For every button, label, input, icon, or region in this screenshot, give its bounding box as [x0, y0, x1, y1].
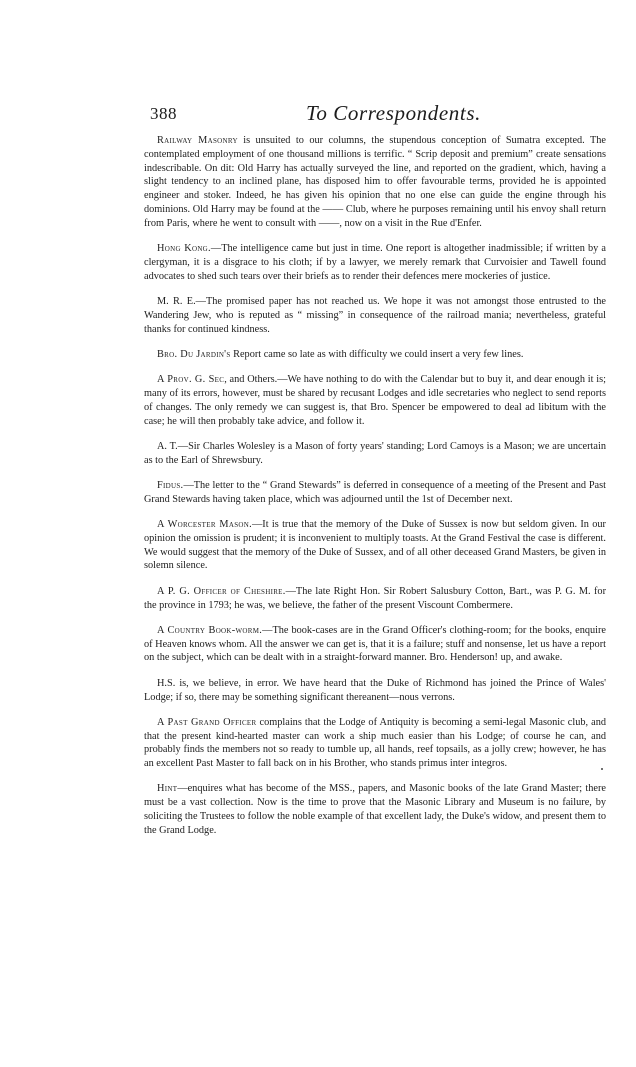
paragraph-worcester-mason: [144, 518, 606, 573]
paragraph-hint: [144, 782, 606, 837]
paragraph-heading: A Country Book-worm.: [157, 624, 263, 636]
paragraph-heading: M. R. E.: [157, 295, 196, 307]
running-title: To Correspondents.: [306, 101, 481, 125]
page-number: 388: [150, 104, 177, 123]
paragraph-body: is, we believe, in error. We have heard that the Duke of Richmond has joined the Prince of Wales' Lodge; if so, there may be something significant thereanent—nous verrons.: [144, 677, 606, 703]
paragraph-heading: A. T.: [157, 440, 178, 452]
ink-speck: [601, 768, 603, 770]
paragraph-a-t: [144, 440, 606, 468]
paragraph-heading: Hong Kong.: [157, 243, 211, 255]
paragraph-body: —The book-cases are in the Grand Officer's clothing-room; for the books, enquire of Heaven knows whom. All the answer we can get is, that it is a failure; stuff and nonsense, let us have a report on the subject, which can be dealt with in a straight-forward manner. Bro. Henderson! up, and awake.: [144, 624, 606, 664]
paragraph-cheshire: [144, 585, 606, 613]
paragraph-body: —The letter to the “ Grand Stewards” is deferred in consequence of a meeting of the Present and Past Grand Stewards having taken place, which was adjourned until the 1st of December next.: [144, 479, 606, 505]
paragraph-body: —The promised paper has not reached us. We hope it was not amongst those entrusted to the Wandering Jew, who is reputed as “ missing” in consequence of the railroad mania; nevertheless, grateful thanks for continued kindness.: [144, 295, 606, 335]
paragraph-prov-g-sec: [144, 373, 606, 428]
paragraph-railway-masonry: [144, 134, 606, 231]
paragraph-book-worm: [144, 624, 606, 665]
page-header: [150, 101, 600, 130]
paragraph-body: , and Others.—We have nothing to do with the Calendar but to buy it, and dear enough it is; many of its errors, however, must be shared by recusant Lodges and idle secretaries who neglect to send reports of changes. The only remedy we can suggest is, that Bro. Spencer be empowered to deal ad libitum with the case; he will then probably take advice, and follow it.: [144, 374, 606, 427]
paragraph-body: —It is true that the memory of the Duke of Sussex is now but seldom given. In our opinion the omission is prudent; it is inconvenient to multiply toasts. At the Grand Festival the case is different. We would suggest that the memory of the Duke of Sussex, and of all other deceased Grand Masters, be given in solemn silence.: [144, 519, 606, 572]
paragraph-du-jardin: [144, 348, 606, 362]
paragraph-body: —Sir Charles Wolesley is a Mason of forty years' standing; Lord Camoys is a Mason; we are uncertain as to the Earl of Shrewsbury.: [144, 440, 606, 466]
paragraph-heading: A P. G. Officer of Cheshire.: [157, 585, 286, 597]
paragraph-heading: A Worcester Mason.: [157, 519, 252, 531]
paragraph-h-s: [144, 677, 606, 705]
paragraph-fidus: [144, 479, 606, 507]
paragraph-body: —The late Right Hon. Sir Robert Salusbury Cotton, Bart., was P. G. M. for the province in 1793; he was, we believe, the father of the present Viscount Combermere.: [144, 585, 606, 611]
paragraph-hong-kong: [144, 242, 606, 283]
paragraph-m-r-e: [144, 295, 606, 336]
paragraph-body: is unsuited to our columns, the stupendous conception of Sumatra excepted. The contemplated employment of one thousand millions is terrific. “ Scrip deposit and premium” create sensations indescribable. On dit: Old Harry has actually surveyed the line, and reported on the gradient, which, having a slight tendency to an inclined plane, has disposed him to offer favourable terms, provided he is appointed engineer and stoker. Indeed, he has given his opinion that no one else can guide the engine through his dominions. Old Harry may be found at the —— Club, where he purposes remaining until his envoy shall return from Paris, where he went to consult with ——, now on a visit in the Rue d'Enfer.: [144, 135, 607, 229]
paragraph-heading: Railway Masonry: [157, 135, 238, 146]
paragraph-heading: Hint: [157, 783, 178, 795]
paragraph-heading: A Prov. G. Sec: [157, 374, 225, 386]
paragraph-body: Report came so late as with difficulty we could insert a very few lines.: [230, 348, 524, 360]
paragraph-heading: H.S.: [157, 677, 176, 689]
paragraph-body: —The intelligence came but just in time. One report is altogether inadmissible; if written by a clergyman, it is a disgrace to his cloth; if by a lawyer, we merely remark that Curvoisier and Tawell found advocates to shed such tears over their briefs as to render their defences mere mockeries of justice.: [144, 243, 606, 282]
paragraph-body: complains that the Lodge of Antiquity is becoming a semi-legal Masonic club, and that the present kind-hearted master can work a ship much easier than his Lodge; of course he can, and probably finds the members not so ready to tumble up, all hands, reef topsails, as a jolly crew; however, he has an excellent Past Master to fall back on in his Brother, who stands primus inter integros.: [144, 716, 606, 770]
paragraph-heading: A Past Grand Officer: [157, 716, 257, 728]
paragraph-body: —enquires what has become of the MSS., papers, and Masonic books of the late Grand Master; there must be a vast collection. Now is the time to prove that the Masonic Library and Museum is no failure, by soliciting the Trustees to follow the noble example of that excellent lady, the Duke's widow, and present them to the Grand Lodge.: [144, 783, 606, 836]
paragraph-past-grand-officer: [144, 716, 606, 771]
paragraph-heading: Bro. Du Jardin's: [157, 348, 231, 360]
correspondents-column: [144, 134, 606, 849]
paragraph-heading: Fidus.: [157, 479, 184, 491]
